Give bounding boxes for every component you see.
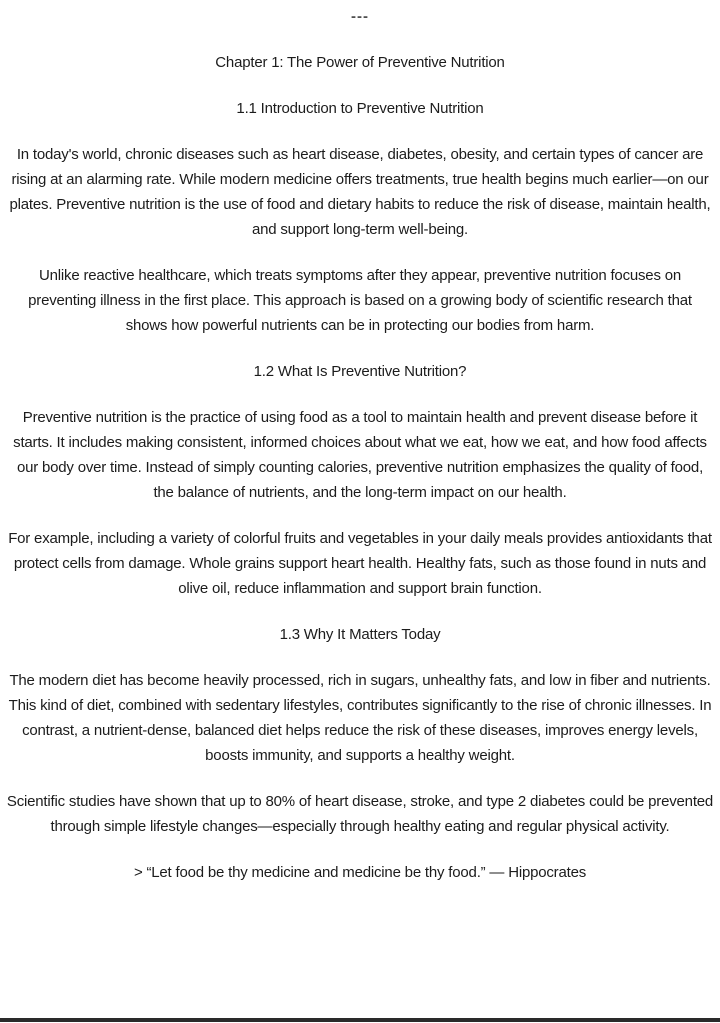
horizontal-rule-marker: --- [351,8,369,25]
section-heading-1-3: 1.3 Why It Matters Today [279,626,441,643]
section-heading-1-2: 1.2 What Is Preventive Nutrition? [253,363,467,380]
paragraph: Unlike reactive healthcare, which treats symptoms after they appear, preventive nutrition focuses on preventing illness in the first place. This approach is based on a growing body of scientific research that shows how powerful nutrients can be in protecting our bodies from harm. [28,267,692,334]
paragraph: Preventive nutrition is the practice of using food as a tool to maintain health and prevent disease before it starts. It includes making consistent, informed choices about what we eat, how we eat, and how food affects our body over time. Instead of simply counting calories, preventive nutrition emphasizes the quality of food, the balance of nutrients, and the long-term impact on our health. [13,409,707,501]
section-heading-1-1: 1.1 Introduction to Preventive Nutrition [236,100,484,117]
paragraph: Scientific studies have shown that up to 80% of heart disease, stroke, and type 2 diabetes could be prevented through simple lifestyle changes—especially through healthy eating and regular physical activity. [6,793,714,835]
paragraph: For example, including a variety of colorful fruits and vegetables in your daily meals provides antioxidants that protect cells from damage. Whole grains support heart health. Healthy fats, such as those found in nuts and olive oil, reduce inflammation and support brain function. [8,530,712,597]
paragraph: In today's world, chronic diseases such as heart disease, diabetes, obesity, and certain types of cancer are rising at an alarming rate. While modern medicine offers treatments, true health begins much earlier—on our plates. Preventive nutrition is the use of food and dietary habits to reduce the risk of disease, maintain health, and support long-term well-being. [9,146,711,238]
blockquote-hippocrates: > “Let food be thy medicine and medicine be thy food.” — Hippocrates [133,864,587,881]
window-edge-divider [0,1018,720,1022]
paragraph: The modern diet has become heavily processed, rich in sugars, unhealthy fats, and low in fiber and nutrients. This kind of diet, combined with sedentary lifestyles, contributes significantly to the rise of chronic illnesses. In contrast, a nutrient-dense, balanced diet helps reduce the risk of these diseases, improves energy levels, boosts immunity, and supports a healthy weight. [8,672,712,764]
chapter-title: Chapter 1: The Power of Preventive Nutrition [215,54,505,71]
